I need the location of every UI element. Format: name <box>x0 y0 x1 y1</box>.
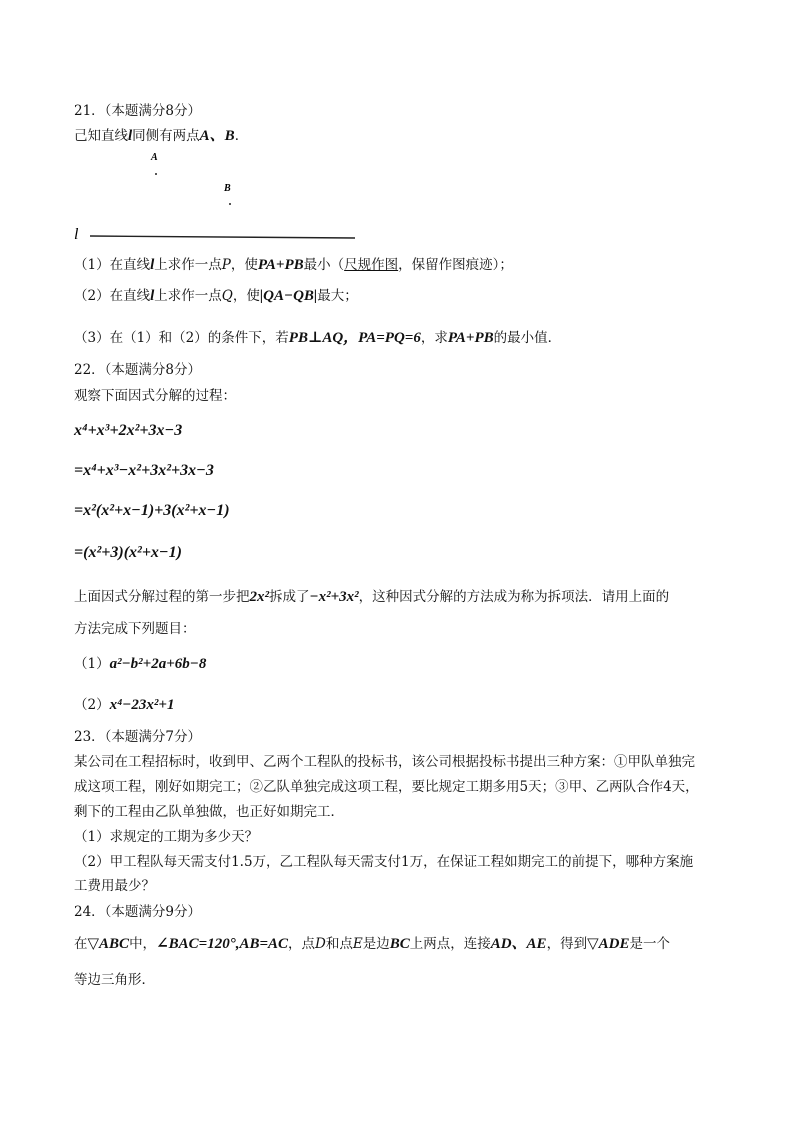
q21-p2-b: 上求作一点 <box>154 288 222 304</box>
q22-desc-expr2: −x²+3x² <box>309 589 359 605</box>
q21-intro-text-b: 同侧有两点 <box>132 128 200 144</box>
q22-step2: =x⁴+x³−x²+3x²+3x−3 <box>74 462 214 479</box>
q24-h: 是一个 <box>629 936 670 952</box>
q22-desc-c: ，这种因式分解的方法成为称为拆项法．请用上面的 <box>358 589 670 605</box>
q21-p1-l: l <box>150 257 155 273</box>
q21-p2-a: （2）在直线 <box>74 288 151 304</box>
q21-p2-l: l <box>150 288 155 304</box>
q21-intro-points: A、B <box>199 128 235 144</box>
q24-d: 和点 <box>325 936 353 952</box>
q23-part2-cont: 工费用最少？ <box>74 878 155 894</box>
q21-p2-expr: |QA−QB| <box>259 288 318 304</box>
q21-part1 <box>74 255 513 275</box>
q21-intro-text-a: 己知直线 <box>74 128 128 144</box>
q21-p1-p: P <box>221 257 231 273</box>
q21-p1-a: （1）在直线 <box>74 257 151 273</box>
q21-part2 <box>74 286 358 306</box>
q21-p1-e: ，保留作图痕迹）； <box>398 257 513 273</box>
q22-desc-d: 方法完成下列题目： <box>74 621 196 637</box>
q21-p1-expr: PA+PB <box>257 257 304 273</box>
q23-line1: 某公司在工程招标时，收到甲、乙两个工程队的投标书，该公司根据投标书提出三种方案：①甲队单独完 <box>74 754 695 770</box>
q22-part1 <box>74 654 206 674</box>
q24-g: ，得到 <box>546 936 588 952</box>
q24-header-text: 24．（本题满分9分） <box>74 904 202 920</box>
figure-point-a <box>155 173 157 175</box>
q22-step4: =(x²+3)(x²+x−1) <box>74 544 182 561</box>
q22-p2-label: （2） <box>74 697 110 713</box>
q24-e: 是边 <box>362 936 390 952</box>
q24-line2: 等边三角形． <box>74 972 155 988</box>
q22-desc-expr1: 2x² <box>249 589 269 605</box>
q21-p3-b: ，求 <box>420 330 448 346</box>
q24-f: 上两点，连接 <box>409 936 491 952</box>
q22-desc-a: 上面因式分解过程的第一步把 <box>74 589 250 605</box>
q22-step3: =x²(x²+x−1)+3(x²+x−1) <box>74 502 230 519</box>
q22-header-text: 22．（本题满分8分） <box>74 362 202 378</box>
q22-part2 <box>74 695 174 715</box>
q23-line2: 成这项工程，刚好如期完工；②乙队单独完成这项工程，要比规定工期多用5天；③甲、乙两队合作4天， <box>74 779 699 795</box>
q22-p2-expr: x⁴−23x²+1 <box>109 697 175 713</box>
q21-p3-expr2: PA+PB <box>447 330 494 346</box>
q24-bc: BC <box>389 936 410 952</box>
q24-header <box>74 902 201 922</box>
q21-header <box>74 101 201 121</box>
q21-intro <box>74 126 248 146</box>
q24-triangle-abc: ▽ABC <box>87 936 130 952</box>
figure-label-a: A <box>151 152 158 163</box>
q22-p1-expr: a²−b²+2a+6b−8 <box>109 656 207 672</box>
q24-ad-ae: AD、AE <box>490 936 547 952</box>
q22-step1: x⁴+x³+2x²+3x−3 <box>74 422 183 439</box>
q24-triangle-ade: ▽ADE <box>587 936 630 952</box>
q22-intro-text: 观察下面因式分解的过程： <box>74 388 236 404</box>
q24-a: 在 <box>74 936 88 952</box>
q21-p3-expr1: PB⊥AQ，PA=PQ=6 <box>288 330 421 346</box>
q23-header-text: 23．（本题满分7分） <box>74 729 202 745</box>
q22-description <box>74 587 669 607</box>
q21-p1-underlined: 尺规作图 <box>344 257 399 273</box>
q23-header <box>74 727 201 747</box>
q24-angle-expr: ∠BAC=120°,AB=AC <box>156 936 289 952</box>
q24-line1 <box>74 934 670 954</box>
figure-label-b: B <box>224 183 231 194</box>
q22-intro <box>74 386 236 406</box>
figure-line-l <box>90 236 355 238</box>
q21-header-text: 21．（本题满分8分） <box>74 103 202 119</box>
q21-p2-c: ，使 <box>232 288 260 304</box>
q21-part3 <box>74 328 561 348</box>
q21-p1-b: 上求作一点 <box>154 257 222 273</box>
q21-intro-end: ． <box>234 128 249 144</box>
figure-point-b <box>229 203 231 205</box>
q24-b: 中， <box>129 936 157 952</box>
q22-p1-label: （1） <box>74 656 110 672</box>
q21-p3-a: （3）在（1）和（2）的条件下，若 <box>74 330 289 346</box>
q24-point-e: E <box>352 936 363 952</box>
q22-description-2 <box>74 619 196 639</box>
q21-p1-c: ，使 <box>230 257 258 273</box>
q21-figure <box>70 148 370 248</box>
q22-desc-b: 拆成了 <box>269 589 310 605</box>
q22-header <box>74 360 201 380</box>
q24-c: ，点 <box>288 936 316 952</box>
q21-p2-d: 最大； <box>317 288 358 304</box>
q23-part1: （1）求规定的工期为多少天？ <box>74 829 259 845</box>
q21-p2-q: Q <box>221 288 233 304</box>
figure-label-l: l <box>74 226 79 243</box>
q21-p3-c: 的最小值． <box>493 330 562 346</box>
q24-point-d: D <box>315 936 326 952</box>
q23-part2: （2）甲工程队每天需支付1.5万，乙工程队每天需支付1万，在保证工程如期完工的前提下，哪种方案施 <box>74 854 694 870</box>
q21-p1-d: 最小（ <box>303 257 345 273</box>
q23-line3: 剩下的工程由乙队单独做，也正好如期完工． <box>74 804 344 820</box>
q21-intro-line-symbol: l <box>128 128 133 144</box>
